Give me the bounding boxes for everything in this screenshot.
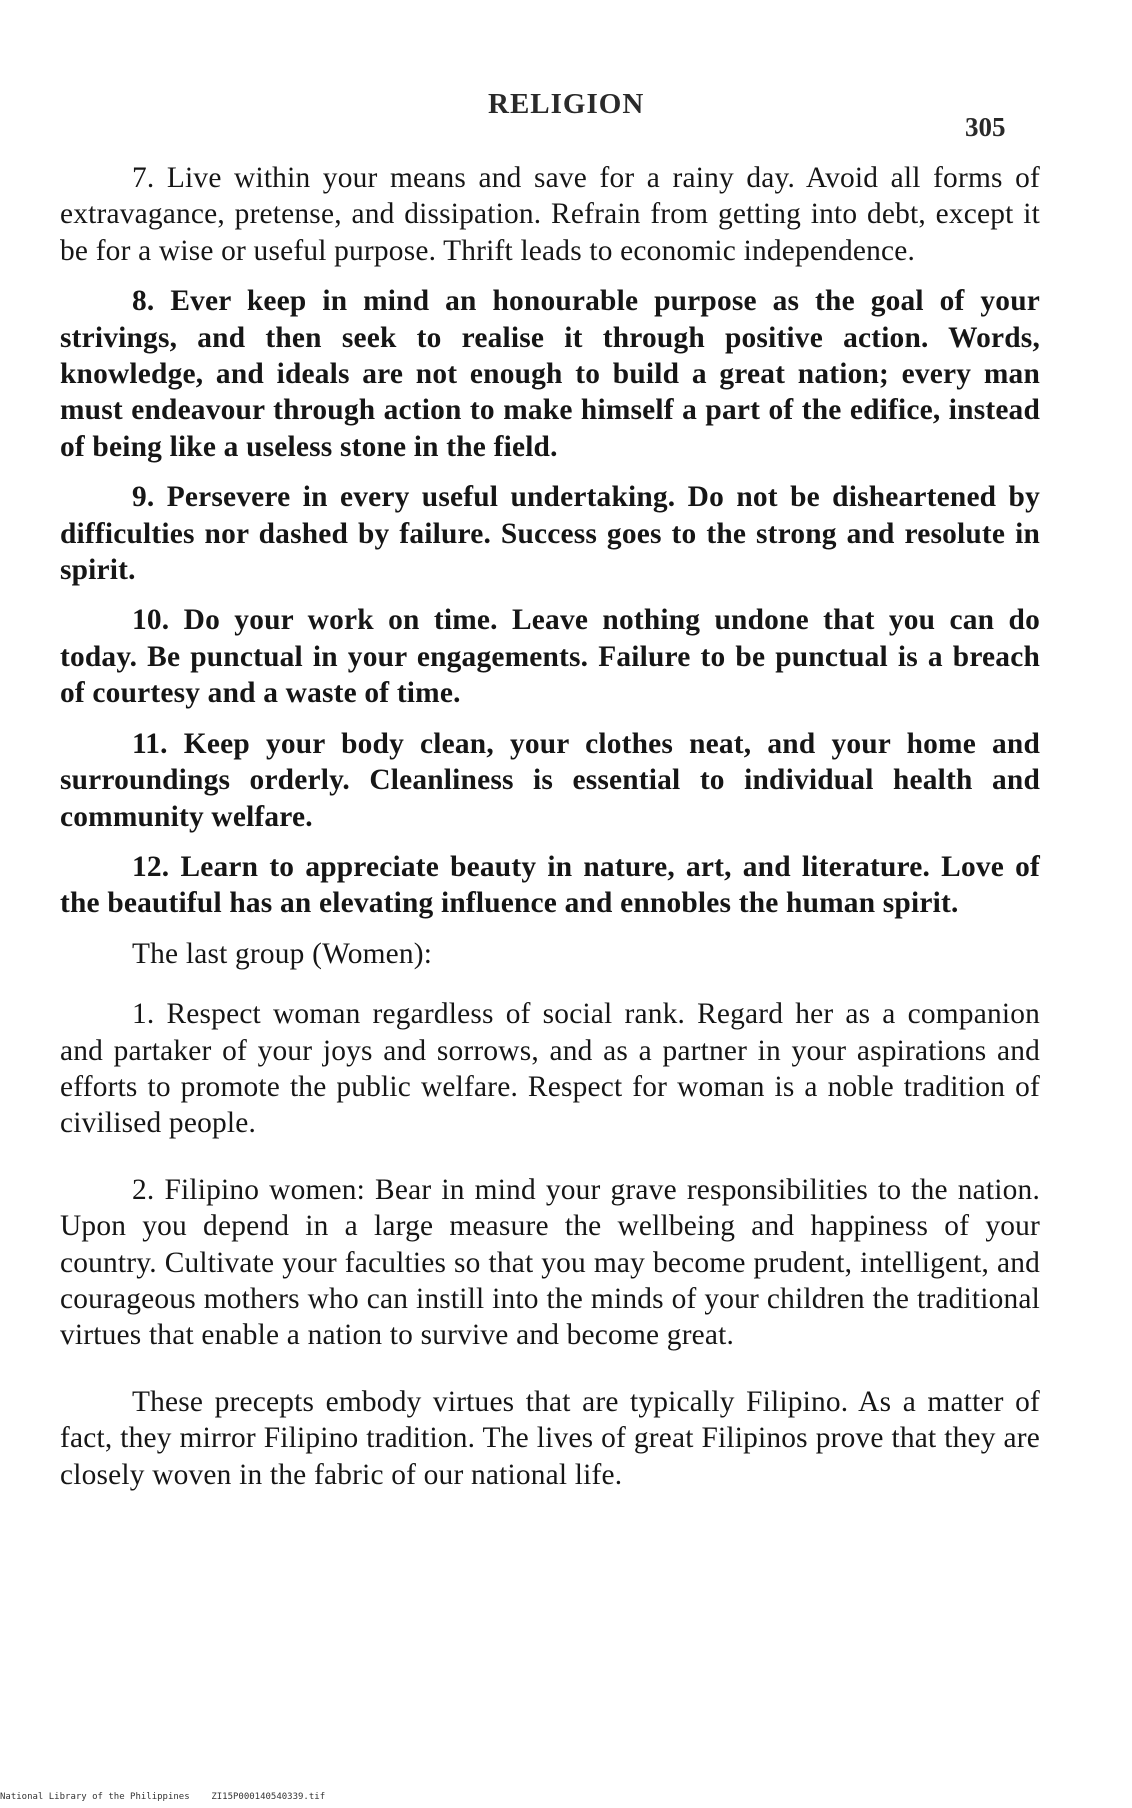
precept-11: 11. Keep your body clean, your clothes neat, and your home and surroundings orderly. Cleanliness is essential to individual health and community welfare.: [60, 727, 1040, 833]
running-head-title: RELIGION: [488, 88, 645, 120]
precept-8: 8. Ever keep in mind an honourable purpose as the goal of your strivings, and then seek to realise it through positive action. Words, knowledge, and ideals are not enough to build a great nation; every man must endeavour through action to make himself a part of the edifice, instead of being like a useless stone in the field.: [60, 285, 1040, 463]
page-number: 305: [965, 112, 1006, 142]
body-text: [60, 160, 1040, 1507]
precept-10: 10. Do your work on time. Leave nothing undone that you can do today. Be punctual in your engagements. Failure to be punctual is a breach of courtesy and a waste of time.: [60, 604, 1040, 710]
closing-paragraph: These precepts embody virtues that are typically Filipino. As a matter of fact, they mirror Filipino tradition. The lives of great Filipinos prove that they are closely woven in the fabric of our national life.: [60, 1385, 1040, 1491]
women-precept-2: 2. Filipino women: Bear in mind your grave responsibilities to the nation. Upon you depend in a large measure the wellbeing and happiness of your country. Cultivate your faculties so that you may become prudent, intelligent, and courageous mothers who can instill into the minds of your children the traditional virtues that enable a nation to survive and become great.: [60, 1173, 1040, 1352]
precept-12: 12. Learn to appreciate beauty in nature, art, and literature. Love of the beautiful has an elevating influence and ennobles the human spirit.: [60, 850, 1040, 920]
scan-footer-note: National Library of the Philippines ZI15P000140540339.tif: [0, 1792, 326, 1802]
women-precept-1: 1. Respect woman regardless of social rank. Regard her as a companion and partaker of your joys and sorrows, and as a partner in your aspirations and efforts to promote the public welfare. Respect for woman is a noble tradition of civilised people.: [60, 998, 1040, 1140]
section-lead-women: The last group (Women):: [132, 937, 433, 970]
precept-9: 9. Persevere in every useful undertaking. Do not be disheartened by difficulties nor dashed by failure. Success goes to the strong and resolute in spirit.: [60, 481, 1040, 587]
precept-7: 7. Live within your means and save for a rainy day. Avoid all forms of extravagance, pretense, and dissipation. Refrain from getting into debt, except it be for a wise or useful purpose. Thrift leads to economic independence.: [60, 162, 1040, 267]
